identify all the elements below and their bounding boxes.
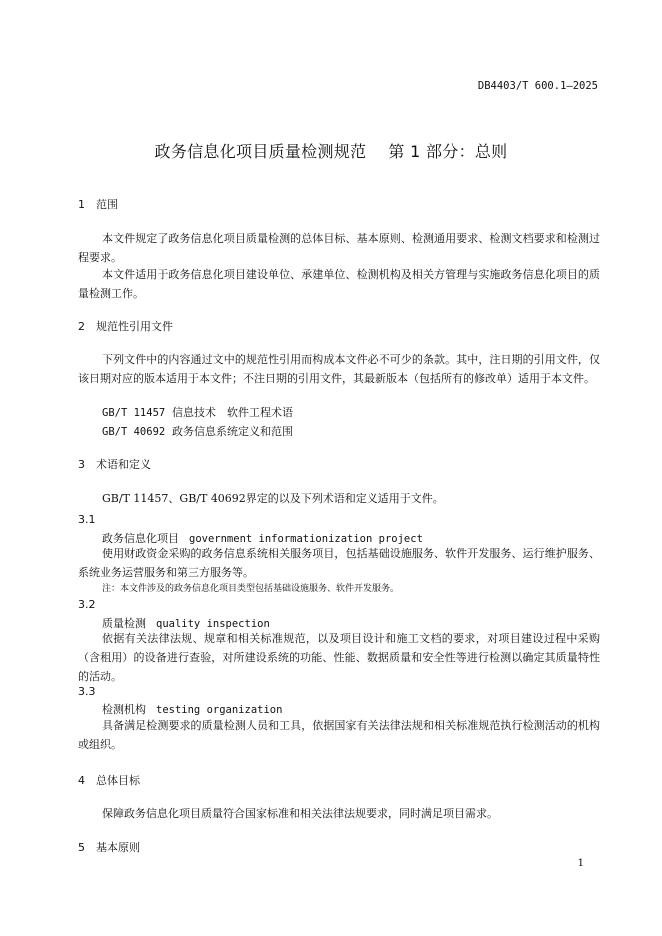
term-en: government informationization project xyxy=(189,533,423,545)
term-note: 注：本文件涉及的政务信息化项目类型包括基础设施服务、软件开发服务。 xyxy=(102,584,400,594)
term-entry xyxy=(102,701,282,717)
reference-item: GB/T 11457 信息技术 软件工程术语 xyxy=(102,406,293,419)
term-en: testing organization xyxy=(156,704,283,716)
term-number: 3.2 xyxy=(78,598,96,611)
term-definition: 依据有关法律法规、规章和相关标准规范，以及项目设计和施工文档的要求，对项目建设过程中采购（含租用）的设备进行查验，对所建设系统的功能、性能、数据质量和安全性等进行检测以确定其质量特性的活动。 xyxy=(78,632,600,683)
section-heading-principles: 5 基本原则 xyxy=(78,841,140,854)
standard-code: DB4403/T 600.1—2025 xyxy=(477,80,598,92)
term-zh: 质量检测 xyxy=(102,617,146,630)
section-heading-objectives: 4 总体目标 xyxy=(78,774,140,787)
terms-intro: GB/T 11457、GB/T 40692界定的以及下列术语和定义适用于文件。 xyxy=(102,492,444,505)
scope-paragraph-2: 本文件适用于政务信息化项目建设单位、承建单位、检测机构及相关方管理与实施政务信息化项目的质量检测工作。 xyxy=(78,268,600,300)
term-definition: 使用财政资金采购的政务信息系统相关服务项目，包括基础设施服务、软件开发服务、运行维护服务、系统业务运营服务和第三方服务等。 xyxy=(78,547,600,579)
scope-paragraph-1: 本文件规定了政务信息化项目质量检测的总体目标、基本原则、检测通用要求、检测文档要求和检测过程要求。 xyxy=(78,232,600,264)
page-number: 1 xyxy=(577,858,584,869)
reference-item: GB/T 40692 政务信息系统定义和范围 xyxy=(102,425,293,438)
term-definition: 具备满足检测要求的质量检测人员和工具，依据国家有关法律法规和相关标准规范执行检测活动的机构或组织。 xyxy=(78,719,600,751)
section-heading-scope: 1 范围 xyxy=(78,198,118,211)
term-number: 3.1 xyxy=(78,513,96,526)
objectives-paragraph: 保障政务信息化项目质量符合国家标准和相关法律法规要求，同时满足项目需求。 xyxy=(102,807,498,820)
normative-refs-paragraph: 下列文件中的内容通过文中的规范性引用而构成本文件必不可少的条款。其中，注日期的引用文件，仅该日期对应的版本适用于本文件；不注日期的引用文件，其最新版本（包括所有的修改单）适用于本文件。 xyxy=(78,353,600,385)
section-heading-normative-refs: 2 规范性引用文件 xyxy=(78,320,173,333)
term-zh: 政务信息化项目 xyxy=(102,532,179,545)
term-number: 3.3 xyxy=(78,685,96,698)
title-part: 第 1 部分：总则 xyxy=(388,142,508,161)
document-title xyxy=(0,139,662,162)
section-heading-terms: 3 术语和定义 xyxy=(78,458,151,471)
title-main: 政务信息化项目质量检测规范 xyxy=(154,142,367,161)
term-zh: 检测机构 xyxy=(102,703,146,716)
term-en: quality inspection xyxy=(156,618,270,630)
